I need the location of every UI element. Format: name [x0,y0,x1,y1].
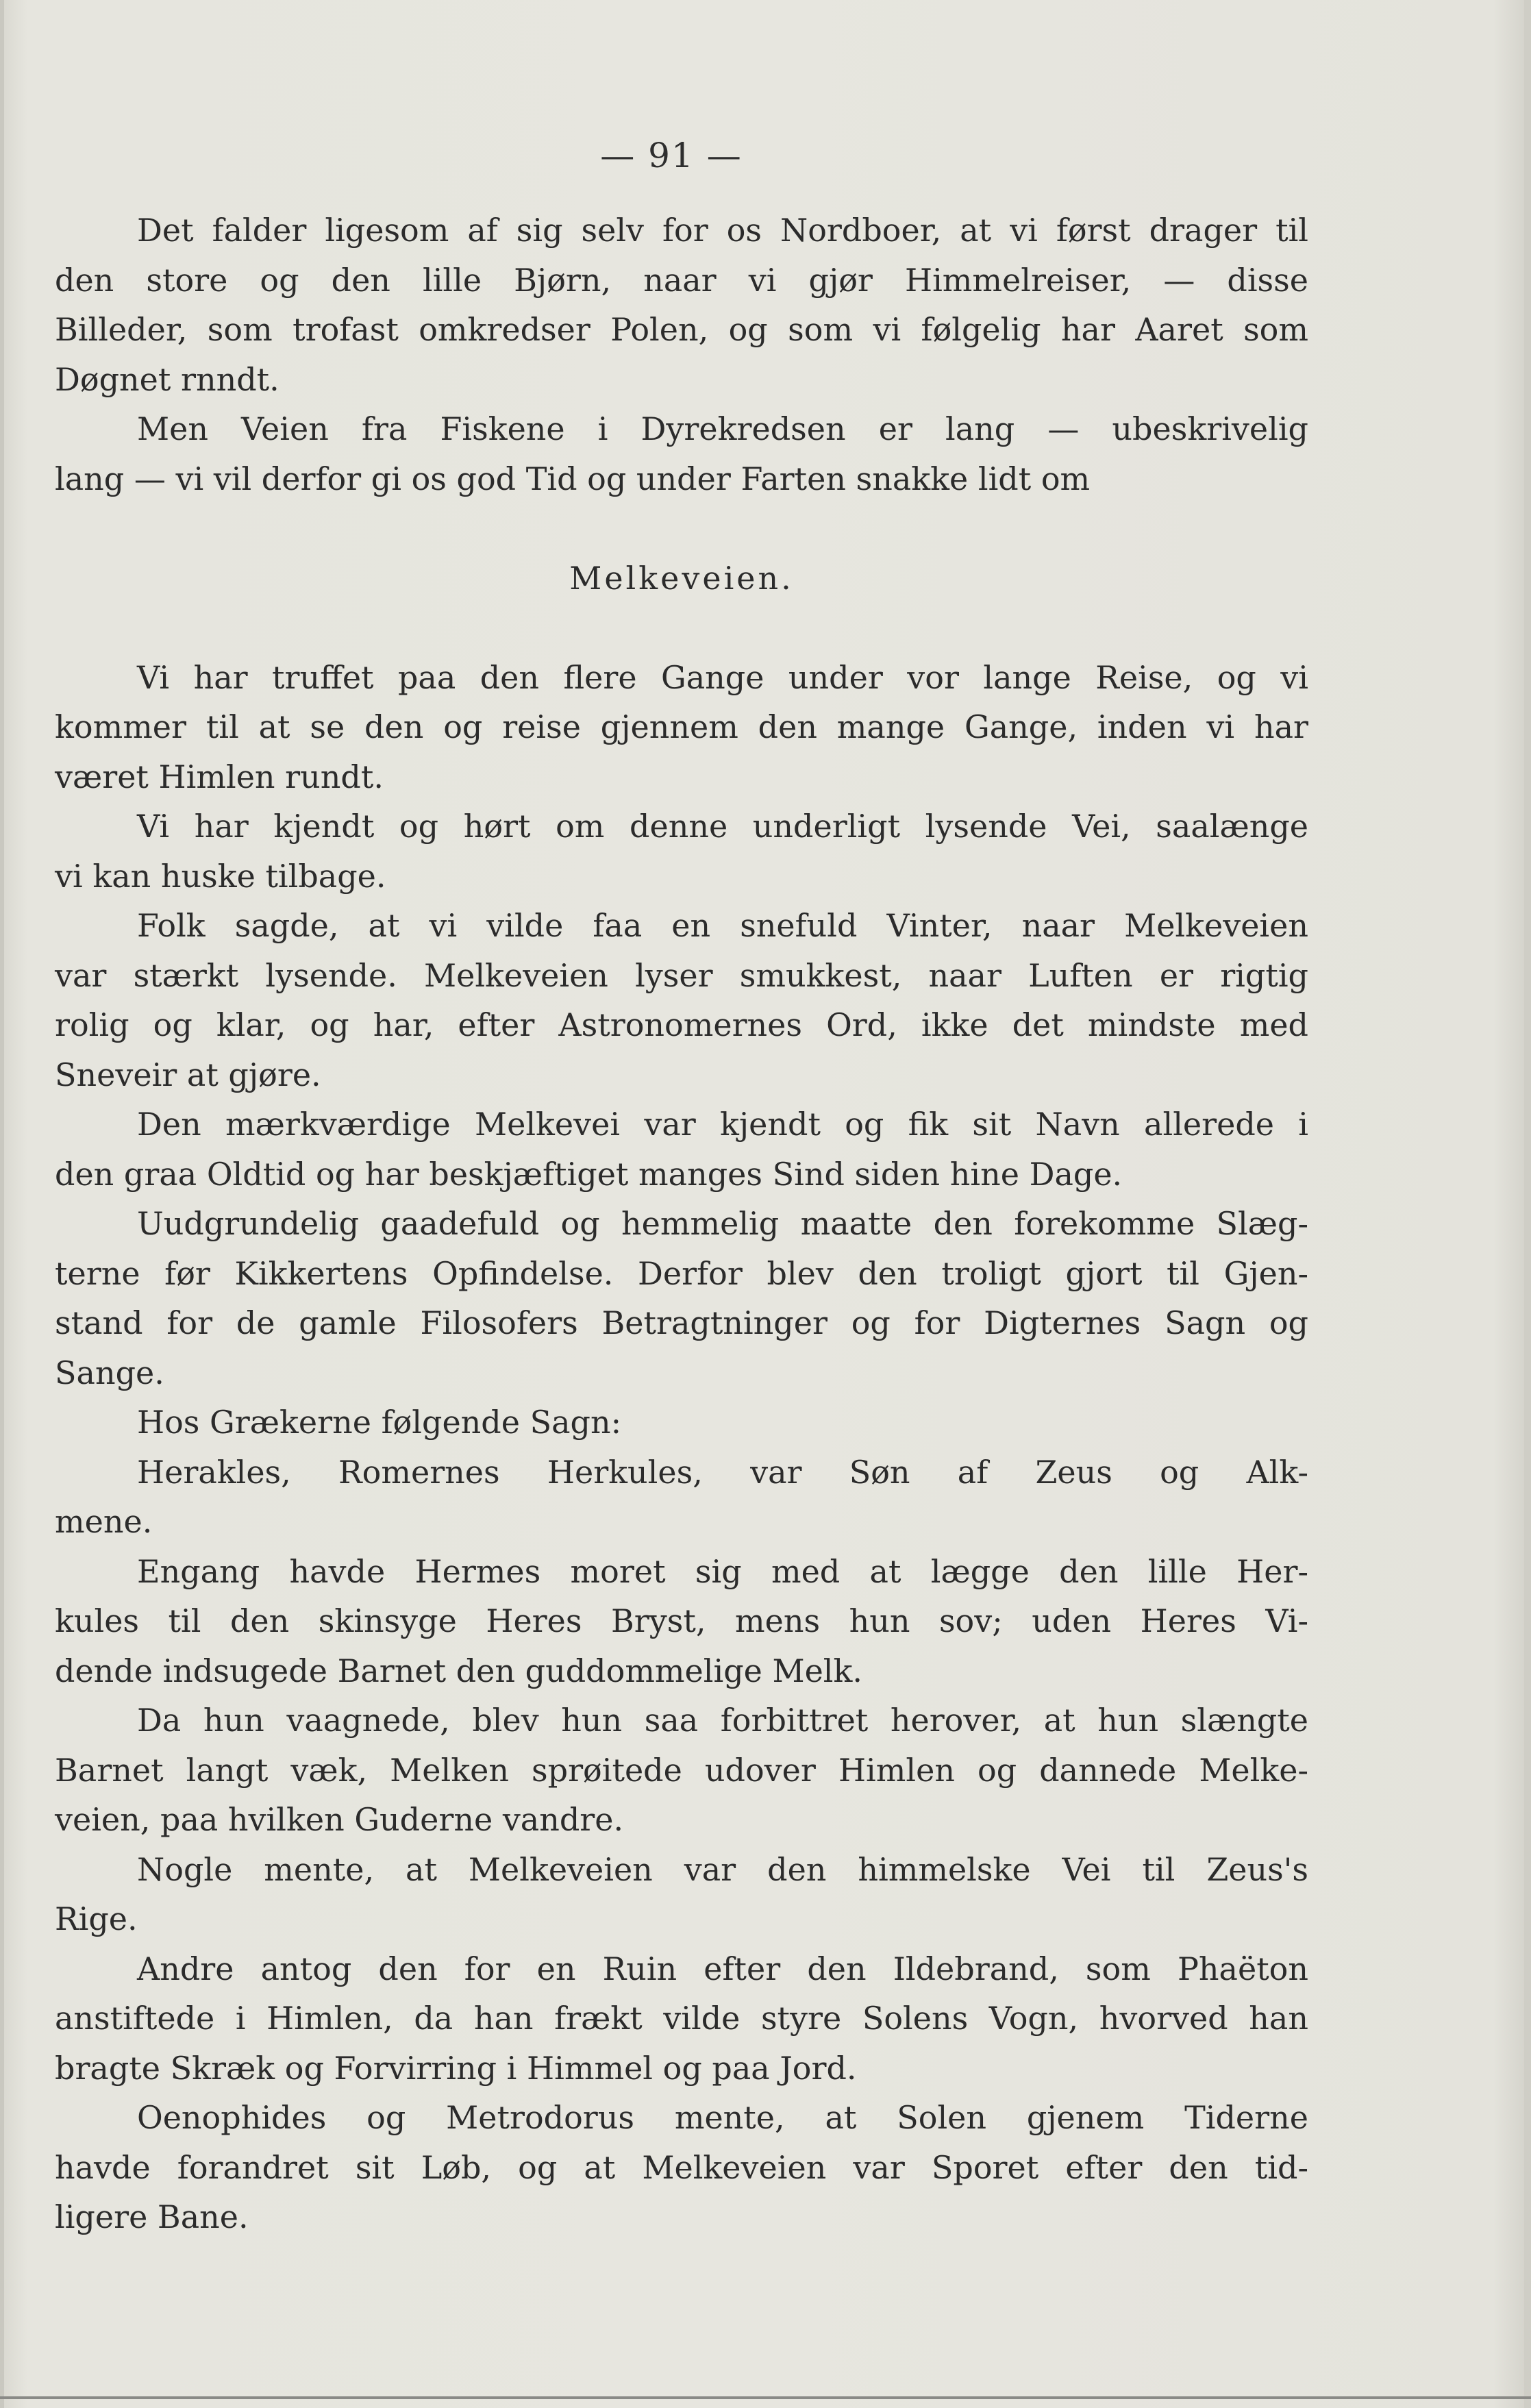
text-line: anstiftede i Himlen, da han frækt vilde styre Solens Vogn, hvorved han [55,2000,1308,2037]
text-line: vi kan huske tilbage. [55,857,386,895]
body-text [55,206,1308,2242]
text-line: mene. [55,1503,153,1540]
section-heading: Melkeveien. [569,559,794,597]
text-line: været Himlen rundt. [55,758,384,795]
text-line: Andre antog den for en Ruin efter den Ildebrand, som Phaëton [137,1950,1308,1987]
text-line: Den mærkværdige Melkevei var kjendt og fik sit Navn allerede i [137,1106,1308,1143]
page-edge-right [1524,0,1531,2408]
text-line: ligere Bane. [55,2198,249,2235]
text-line: Uudgrundelig gaadefuld og hemmelig maatte den forekomme Slæg- [137,1205,1308,1242]
text-line: kules til den skinsyge Heres Bryst, mens hun sov; uden Heres Vi- [55,1602,1308,1639]
text-line: den graa Oldtid og har beskjæftiget manges Sind siden hine Dage. [55,1155,1123,1193]
text-line: Sange. [55,1354,164,1391]
text-line: Sneveir at gjøre. [55,1056,321,1093]
page-number: — 91 — [600,136,743,175]
text-line: Folk sagde, at vi vilde faa en snefuld Vinter, naar Melkeveien [137,907,1308,944]
text-line: Oenophides og Metrodorus mente, at Solen gjenem Tiderne [137,2099,1308,2136]
text-line: Hos Grækerne følgende Sagn: [137,1404,622,1441]
text-line: veien, paa hvilken Guderne vandre. [55,1801,624,1838]
text-line: den store og den lille Bjørn, naar vi gjør Himmelreiser, — disse [55,261,1308,299]
page-edge-left [0,0,4,2408]
text-line: dende indsugede Barnet den guddommelige Melk. [55,1652,863,1689]
text-line: Billeder, som trofast omkredser Polen, og som vi følgelig har Aaret som [55,311,1308,348]
text-line: var stærkt lysende. Melkeveien lyser smukkest, naar Luften er rigtig [55,956,1308,994]
text-line: havde forandret sit Løb, og at Melkeveien var Sporet efter den tid- [55,2148,1308,2186]
text-line: Da hun vaagnede, blev hun saa forbittret herover, at hun slængte [137,1702,1308,1739]
text-line: lang — vi vil derfor gi os god Tid og under Farten snakke lidt om [55,460,1091,497]
text-line: Engang havde Hermes moret sig med at lægge den lille Her- [137,1552,1308,1590]
text-line: Vi har kjendt og hørt om denne underligt lysende Vei, saalænge [137,808,1308,845]
text-line: Døgnet rnndt. [55,360,279,398]
text-line: Vi har truffet paa den flere Gange under vor lange Reise, og vi [137,658,1308,696]
text-line: terne før Kikkertens Opfindelse. Derfor blev den troligt gjort til Gjen- [55,1254,1308,1292]
text-line: rolig og klar, og har, efter Astronomernes Ord, ikke det mindste med [55,1006,1308,1043]
text-line: Det falder ligesom af sig selv for os Nordboer, at vi først drager til [137,212,1308,249]
text-line: stand for de gamle Filosofers Betragtninger og for Digternes Sagn og [55,1304,1308,1341]
text-line: Nogle mente, at Melkeveien var den himmelske Vei til Zeus's [137,1850,1308,1888]
text-line: Herakles, Romernes Herkules, var Søn af Zeus og Alk- [137,1453,1308,1491]
bottom-rule [0,2396,1531,2399]
text-line: kommer til at se den og reise gjennem den mange Gange, inden vi har [55,708,1308,745]
text-line: Men Veien fra Fiskene i Dyrekredsen er lang — ubeskrivelig [137,410,1308,447]
text-line: Rige. [55,1900,138,1937]
text-line: bragte Skræk og Forvirring i Himmel og paa Jord. [55,2049,857,2087]
text-line: Barnet langt væk, Melken sprøitede udover Himlen og dannede Melke- [55,1751,1308,1789]
